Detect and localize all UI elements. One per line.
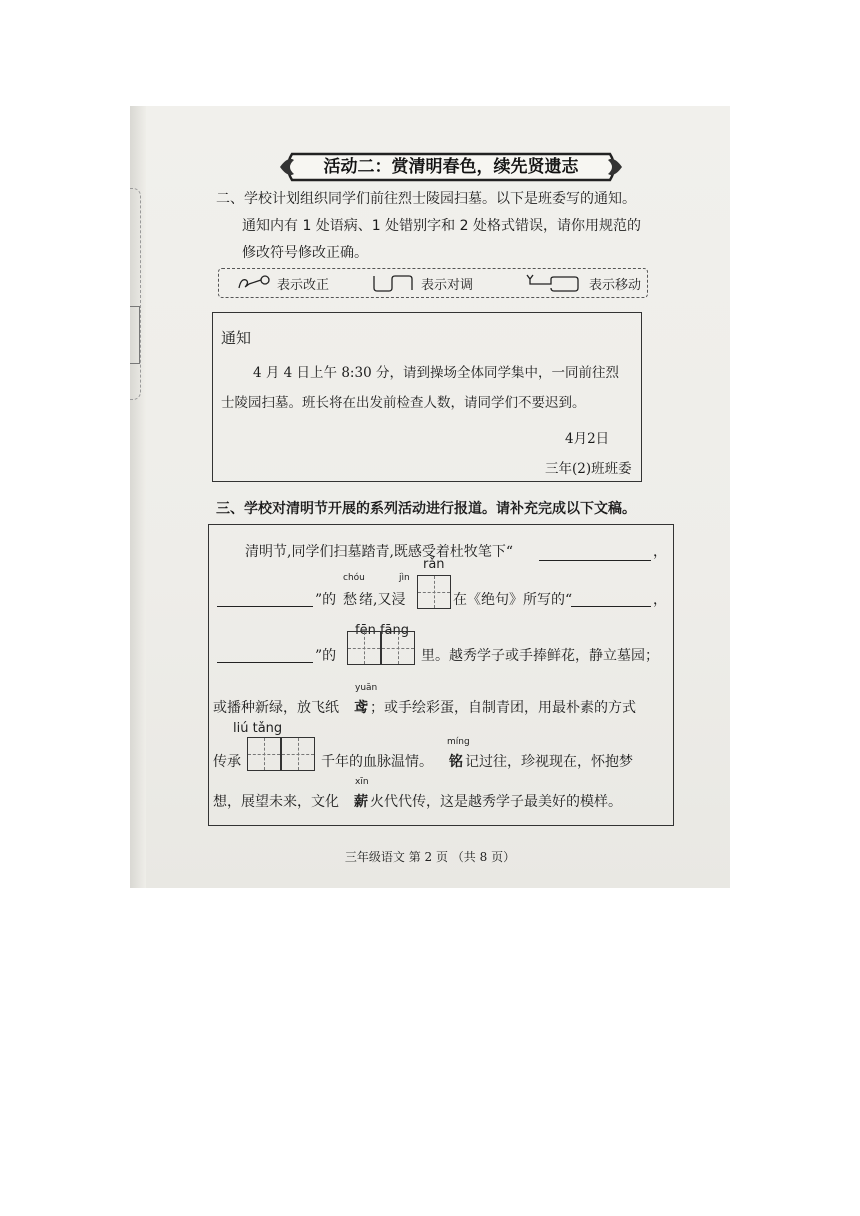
legend-move	[521, 273, 649, 293]
pinyin-ran: rǎn	[423, 557, 445, 572]
blank-2[interactable]	[217, 605, 313, 607]
pinyin-ming: míng	[447, 737, 470, 747]
notice-date: 4月2日	[565, 431, 610, 447]
tianzi-box-fen[interactable]	[347, 631, 381, 665]
pinyin-chou: chóu	[343, 573, 365, 583]
article-row2-end: ，	[653, 592, 667, 608]
article-row2c: 绪,又浸	[359, 592, 406, 608]
worksheet-photo	[130, 106, 730, 888]
activity-banner	[278, 150, 624, 184]
swap-mark-icon	[371, 274, 415, 292]
legend-correct	[237, 273, 357, 293]
article-xin-char: 薪	[354, 794, 368, 810]
tianzi-box-fang[interactable]	[381, 631, 415, 665]
pinyin-liutang: liú tǎng	[233, 721, 283, 736]
notice-heading: 通知	[221, 329, 252, 347]
q3-line: 三、学校对清明节开展的系列活动进行报道。请补充完成以下文稿。	[216, 501, 636, 517]
blank-4[interactable]	[217, 661, 313, 663]
q2-line1: 二、学校计划组织同学们前往烈士陵园扫墓。以下是班委写的通知。	[216, 191, 636, 207]
move-mark-icon	[521, 274, 583, 294]
correction-symbol-legend	[218, 268, 648, 298]
article-row4c: ；或手绘彩蛋，自制青团，用最朴素的方式	[370, 700, 636, 716]
pinyin-xin: xīn	[355, 777, 369, 787]
correct-mark-icon	[237, 274, 271, 292]
article-row5a: 传承	[213, 754, 241, 770]
legend-swap-label: 表示对调	[421, 278, 474, 293]
article-chou-char: 愁	[343, 592, 357, 608]
pinyin-fenfang: fēn fāng	[355, 623, 409, 638]
tianzi-box-liu[interactable]	[247, 737, 281, 771]
q2-line3: 修改符号修改正确。	[242, 245, 368, 261]
legend-move-label: 表示移动	[589, 278, 642, 293]
legend-swap	[371, 273, 491, 293]
q2-line2: 通知内有 1 处语病、1 处错别字和 2 处格式错误，请你用规范的	[242, 218, 641, 234]
article-ming-char: 铭	[449, 754, 463, 770]
article-row3a: ”的	[315, 648, 337, 664]
article-row2a: ”的	[315, 592, 337, 608]
tianzi-box-tang[interactable]	[281, 737, 315, 771]
legend-correct-label: 表示改正	[277, 278, 330, 293]
article-row3b: 里。越秀学子或手捧鲜花，静立墓园；	[421, 648, 659, 664]
binding-tab	[130, 306, 140, 364]
article-box	[208, 524, 674, 826]
article-row1-end: ，	[653, 544, 667, 560]
article-row6c: 火代代传，这是越秀学子最美好的模样。	[370, 794, 622, 810]
binding-margin	[130, 188, 141, 400]
article-row1: 清明节,同学们扫墓踏青,既感受着杜牧笔下“	[245, 544, 514, 560]
activity-title: 活动二：赏清明春色，续先贤遗志	[323, 157, 579, 177]
pinyin-yuan: yuān	[355, 683, 378, 693]
notice-box	[212, 312, 642, 482]
pinyin-jin: jìn	[399, 573, 410, 583]
blank-3[interactable]	[571, 605, 651, 607]
article-row5d: 记过往，珍视现在，怀抱梦	[465, 754, 633, 770]
page-footer: 三年级语文 第 2 页 （共 8 页）	[344, 850, 516, 864]
tianzi-box-ran[interactable]	[417, 575, 451, 609]
notice-body-line2: 士陵园扫墓。班长将在出发前检查人数，请同学们不要迟到。	[221, 395, 586, 411]
article-row4: 或播种新绿，放飞纸	[213, 700, 339, 716]
article-yuan-char: 鸢	[354, 700, 368, 716]
notice-signer: 三年(2)班班委	[545, 461, 632, 477]
blank-1[interactable]	[539, 559, 651, 561]
notice-body-line1: 4 月 4 日上午 8:30 分，请到操场全体同学集中，一同前往烈	[253, 365, 619, 381]
article-row5b: 千年的血脉温情。	[321, 754, 433, 770]
article-row6a: 想，展望未来，文化	[213, 794, 339, 810]
article-row2d: 在《绝句》所写的“	[453, 592, 573, 608]
